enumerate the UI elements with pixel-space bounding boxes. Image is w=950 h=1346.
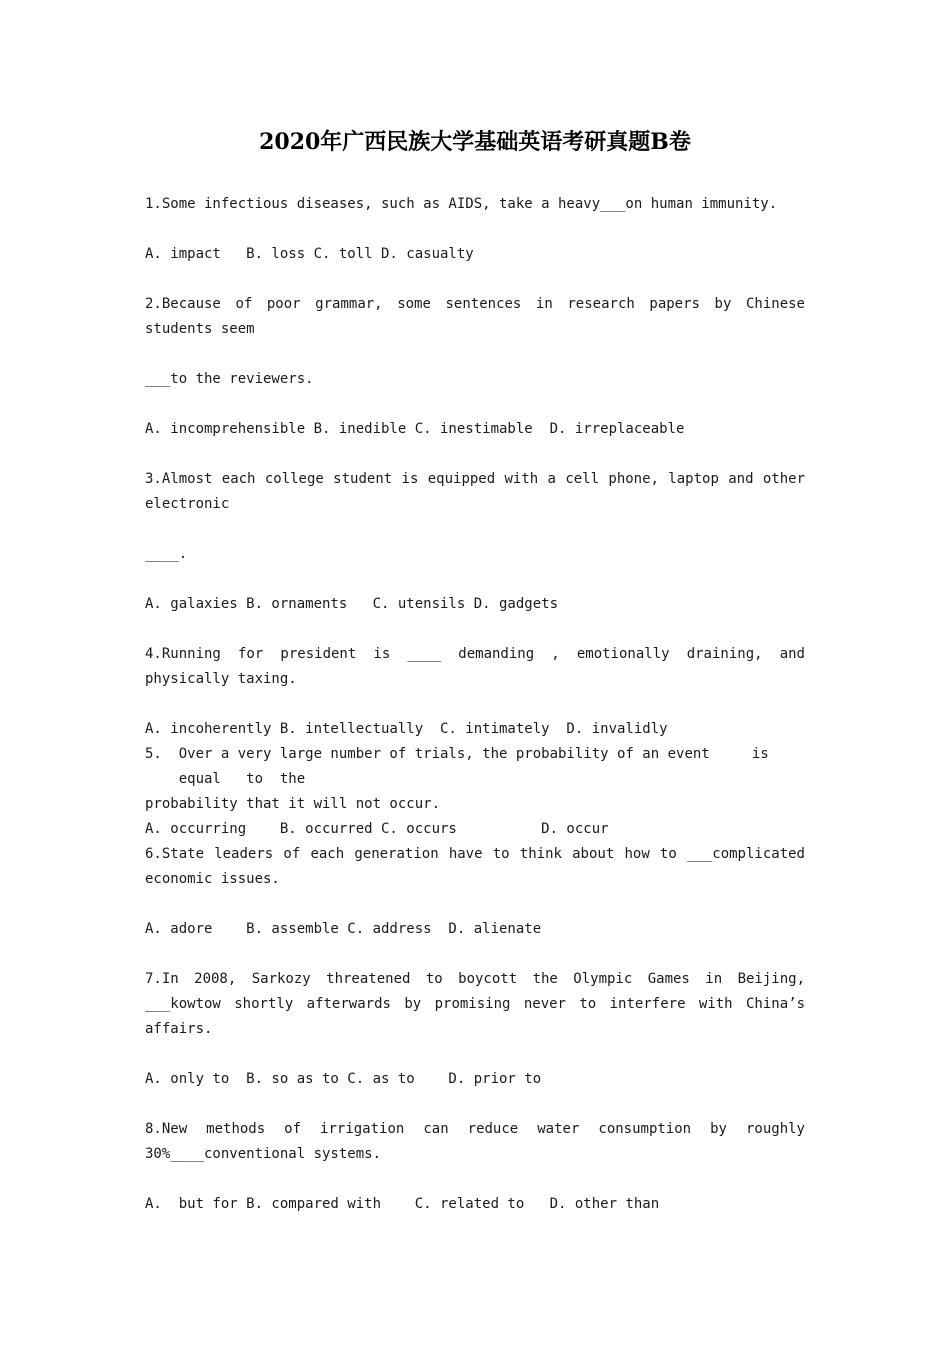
question-4-options: A. incoherently B. intellectually C. intimately D. invalidly: [145, 721, 668, 737]
question-2-stem-line-2: students seem: [145, 321, 255, 337]
question-1-stem: 1.Some infectious diseases, such as AIDS, take a heavy___on human immunity.: [145, 196, 778, 212]
question-3-stem-line-2: electronic: [145, 496, 230, 512]
question-8-options: A. but for B. compared with C. related to D. other than: [145, 1196, 660, 1212]
question-2-options: A. incomprehensible B. inedible C. inestimable D. irreplaceable: [145, 421, 685, 437]
question-5-options: A. occurring B. occurred C. occurs D. occur: [145, 821, 609, 837]
question-2-stem-line-3: ___to the reviewers.: [145, 371, 314, 387]
question-6-stem-line-1: 6.State leaders of each generation have to think about how to ___complicated: [145, 846, 805, 862]
question-3-stem-line-3: ____.: [145, 546, 188, 562]
question-7-stem-line-1: 7.In 2008, Sarkozy threatened to boycott the Olympic Games in Beijing,: [145, 971, 805, 987]
question-4-stem-line-1: 4.Running for president is ____ demanding , emotionally draining, and: [145, 646, 805, 662]
question-2-stem-line-1: 2.Because of poor grammar, some sentences in research papers by Chinese: [145, 296, 805, 312]
question-6-options: A. adore B. assemble C. address D. alienate: [145, 921, 542, 937]
question-5-stem-line-2: equal to the: [145, 771, 306, 787]
question-7-options: A. only to B. so as to C. as to D. prior to: [145, 1071, 542, 1087]
document-title: 2020年广西民族大学基础英语考研真题B卷: [259, 129, 691, 155]
question-3-stem-line-1: 3.Almost each college student is equipped with a cell phone, laptop and other: [145, 471, 805, 487]
question-1-options: A. impact B. loss C. toll D. casualty: [145, 246, 474, 262]
question-7-stem-line-2: ___kowtow shortly afterwards by promising never to interfere with China’s: [145, 996, 805, 1012]
question-7-stem-line-3: affairs.: [145, 1021, 213, 1037]
question-5-stem-line-1: 5. Over a very large number of trials, the probability of an event is: [145, 746, 769, 762]
question-4-stem-line-2: physically taxing.: [145, 671, 297, 687]
question-6-stem-line-2: economic issues.: [145, 871, 280, 887]
question-8-stem-line-2: 30%____conventional systems.: [145, 1146, 382, 1162]
question-3-options: A. galaxies B. ornaments C. utensils D. gadgets: [145, 596, 559, 612]
question-5-stem-line-3: probability that it will not occur.: [145, 796, 441, 812]
question-8-stem-line-1: 8.New methods of irrigation can reduce water consumption by roughly: [145, 1121, 805, 1137]
